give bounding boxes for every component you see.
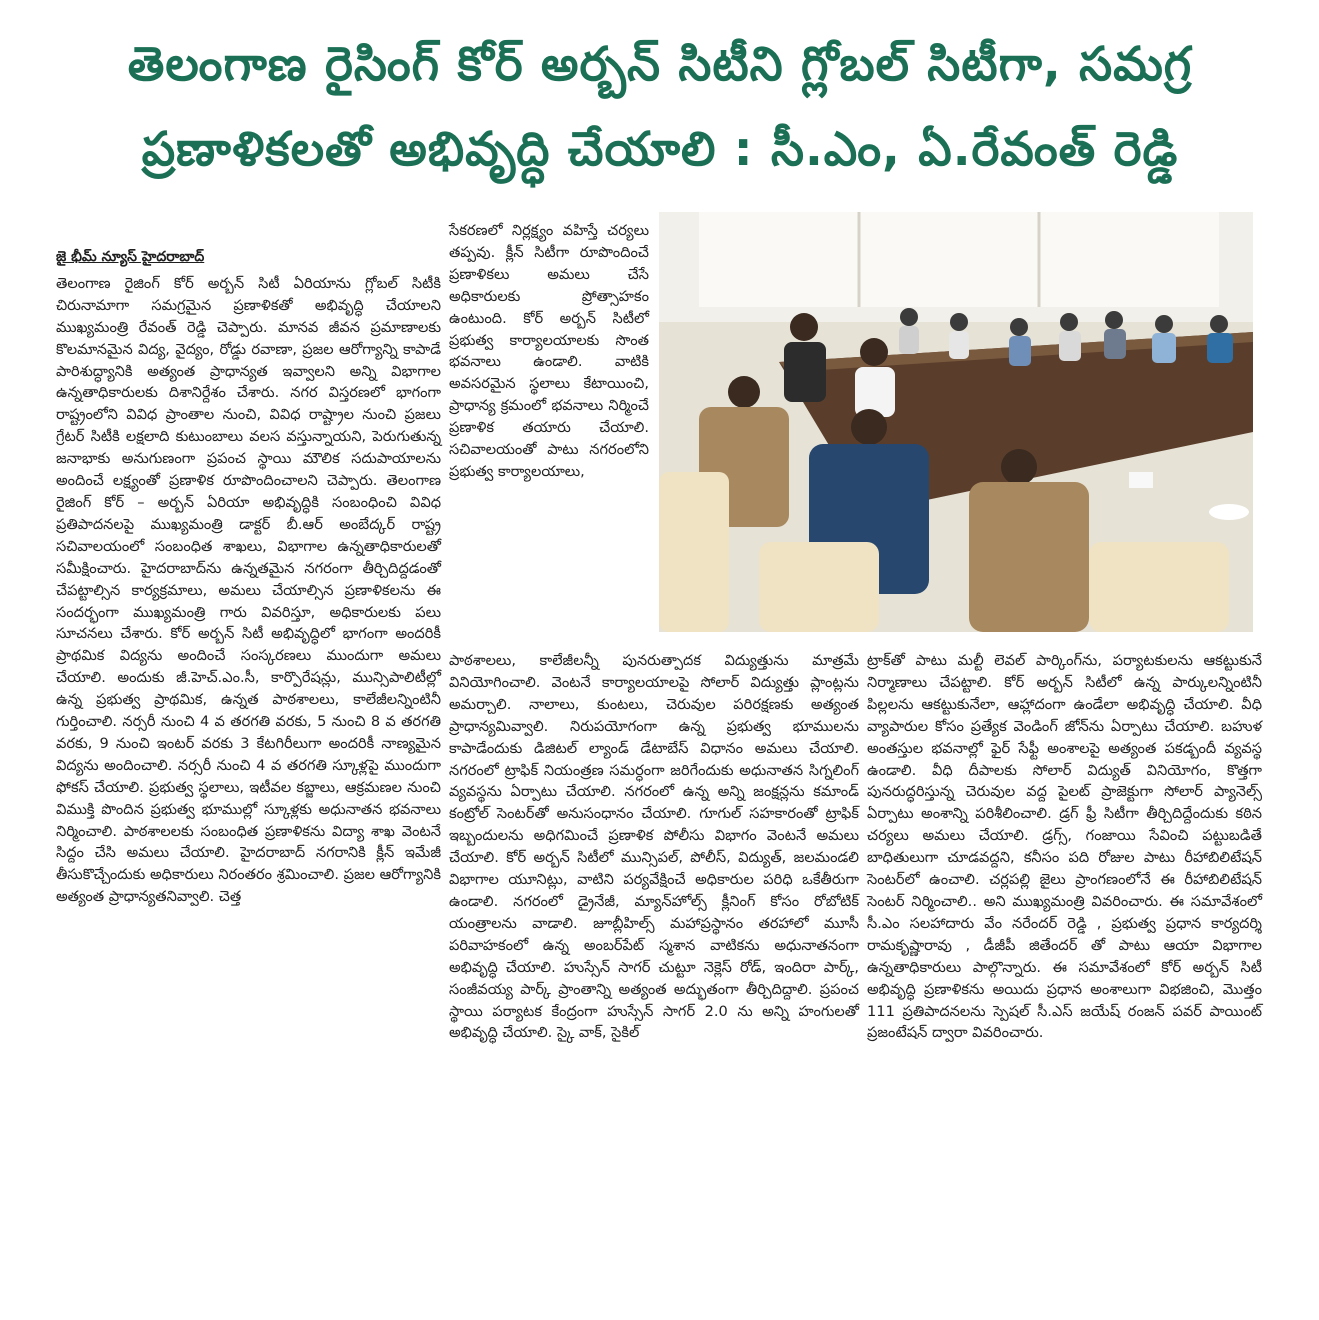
article-column-2-top	[449, 220, 649, 483]
headline	[20, 22, 1300, 192]
headline-line-1: తెలంగాణ రైసింగ్ కోర్ అర్బన్ సిటీని గ్లోబల్ సిటీగా, సమగ్ర	[127, 37, 1193, 92]
headline-line-2: ప్రణాళికలతో అభివృద్ధి చేయాలి : సీ.ఎం, ఏ.రేవంత్ రెడ్డి	[141, 122, 1179, 177]
column-2-bottom-text: పాఠశాలలు, కాలేజీలన్నీ పునరుత్పాదక విద్యుత్తును మాత్రమే వినియోగించాలి. వెంటనే కార్యాలయాలపై సోలార్ విద్యుత్తు ప్లాంట్లను అమర్చాలి. నాలాలు, కుంటలు, చెరువుల పరిరక్షణకు అత్యంత ప్రాధాన్యమివ్వాలి. నిరుపయోగంగా ఉన్న ప్రభుత్వ భూములను కాపాడేందుకు డిజిటల్ ల్యాండ్ డేటాబేస్ విధానం అమలు చేయాలి. నగరంలో ట్రాఫిక్ నియంత్రణ సమర్ధంగా జరిగేందుకు అధునాతన సిగ్నలింగ్ వ్యవస్థను ఏర్పాటు చేయాలి. నగరంలో ఉన్న అన్ని జంక్షన్లను కమాండ్ కంట్రోల్ సెంటర్‌తో అనుసంధానం చేయాలి. గూగుల్ సహకారంతో ట్రాఫిక్ ఇబ్బందులను అధిగమించే ప్రణాళిక పోలీసు విభాగం వెంటనే అమలు చేయాలి. కోర్ అర్బన్ సిటీలో మున్సిపల్, పోలీస్, విద్యుత్, జలమండలి విభాగాల యూనిట్లు, వాటిని పర్యవేక్షించే అధికారుల పరిధి ఒకేతీరుగా ఉండాలి. నగరంలో డ్రైనేజీ, మ్యాన్‌హోల్స్ క్లీనింగ్ కోసం రోబోటిక్ యంత్రాలను వాడాలి. జూబ్లీహిల్స్ మహాప్రస్థానం తరహాలో మూసీ పరివాహకంలో ఉన్న అంబర్‌పేట్ స్మశాన వాటికను అధునాతనంగా అభివృద్ధి చేయాలి. హుస్సేన్ సాగర్ చుట్టూ నెక్లెస్ రోడ్, ఇందిరా పార్క్, సంజీవయ్య పార్క్ ప్రాంతాన్ని అత్యంత అద్భుతంగా తీర్చిదిద్దాలి. ప్రపంచ స్థాయి పర్యాటక కేంద్రంగా హుస్సేన్ సాగర్ 2.0 ను అన్ని హంగులతో అభివృద్ధి చేయాలి. స్కై వాక్, సైకిల్	[449, 652, 859, 1042]
column-1-text: తెలంగాణ రైజింగ్ కోర్ అర్బన్ సిటీ ఏరియాను గ్లోబల్ సిటీకి చిరునామాగా సమగ్రమైన ప్రణాళికతో అభివృద్ధి చేయాలని ముఖ్యమంత్రి రేవంత్ రెడ్డి చెప్పారు. మానవ జీవన ప్రమాణాలకు కొలమానమైన విద్య, వైద్యం, రోడ్డు రవాణా, ప్రజల ఆరోగ్యాన్ని కాపాడే పారిశుద్ధ్యానికి అత్యంత ప్రాధాన్యత ఇవ్వాలని అన్ని విభాగాల ఉన్నతాధికారులకు దిశానిర్దేశం చేశారు. నగర విస్తరణలో భాగంగా రాష్ట్రంలోని వివిధ ప్రాంతాల నుంచి, వివిధ రాష్ట్రాల నుంచి ప్రజలు గ్రేటర్ సిటీకి లక్షలాది కుటుంబాలు వలస వస్తున్నాయని, పెరుగుతున్న జనాభాకు అనుగుణంగా ప్రపంచ స్థాయి మౌలిక సదుపాయాలను అందించే లక్ష్యంతో ప్రణాళిక రూపొందించాలని చెప్పారు. తెలంగాణ రైజింగ్ కోర్ – అర్బన్ ఏరియా అభివృద్ధికి సంబంధించి వివిధ ప్రతిపాదనలపై ముఖ్యమంత్రి డాక్టర్ బీ.ఆర్ అంబేద్కర్ రాష్ట్ర సచివాలయంలో సంబంధిత శాఖలు, విభాగాల ఉన్నతాధికారులతో సమీక్షించారు. హైదరాబాద్‌ను ఉన్నతమైన నగరంగా తీర్చిదిద్దడంతో చేపట్టాల్సిన కార్యక్రమాలు, అమలు చేయాల్సిన ప్రణాళికలను ఈ సందర్భంగా ముఖ్యమంత్రి గారు వివరిస్తూ, అధికారులకు పలు సూచనలు చేశారు. కోర్ అర్బన్ సిటీ అభివృద్ధిలో భాగంగా అందరికీ ప్రాథమిక విద్యను అందించే సంస్కరణలు ముందుగా అమలు చేయాలి. అందుకు జీ.హెచ్.ఎం.సీ, కార్పొరేషన్లు, మున్సిపాలిటీల్లో ఉన్న ప్రభుత్వ ప్రాథమిక, ఉన్నత పాఠశాలలు, కాలేజీలన్నింటినీ గుర్తించాలి. నర్సరీ నుంచి 4 వ తరగతి వరకు, 5 నుంచి 8 వ తరగతి వరకు, 9 నుంచి ఇంటర్ వరకు 3 కేటగిరీలుగా అందరికీ నాణ్యమైన విద్యను అందించాలి. నర్సరీ నుంచి 4 వ తరగతి స్కూళ్లపై ముందుగా ఫోకస్ చేయాలి. ప్రభుత్వ స్థలాలు, ఇటీవల కబ్జాలు, ఆక్రమణల నుంచి విముక్తి పొందిన ప్రభుత్వ భూముల్లో స్కూళ్లకు అధునాతన భవనాలు నిర్మించాలి. పాఠశాలలకు సంబంధిత ప్రణాళికను విద్యా శాఖ వెంటనే సిద్దం చేసి అమలు చేయాలి. హైదరాబాద్ నగరానికి క్లీన్ ఇమేజీ తీసుకొచ్చేందుకు అధికారులు నిరంతరం శ్రమించాలి. ప్రజల ఆరోగ్యానికి అత్యంత ప్రాధాన్యతనివ్వాలి. చెత్త	[56, 274, 442, 906]
article-column-3	[867, 650, 1262, 1044]
column-2-top-text: సేకరణలో నిర్లక్ష్యం వహిస్తే చర్యలు తప్పవు. క్లీన్ సిటీగా రూపొందించే ప్రణాళికలు అమలు చేసే అధికారులకు ప్రోత్సాహకం ఉంటుంది. కోర్ అర్బన్ సిటీలో ప్రభుత్వ కార్యాలయాలకు సొంత భవనాలు ఉండాలి. వాటికి అవసరమైన స్థలాలు కేటాయించి, ప్రాధాన్య క్రమంలో భవనాలు నిర్మించే ప్రణాళిక తయారు చేయాలి. సచివాలయంతో పాటు నగరంలోని ప్రభుత్వ కార్యాలయాలు,	[449, 222, 649, 480]
article-column-1	[56, 246, 441, 908]
article-column-2-bottom	[449, 650, 859, 1044]
meeting-photo	[659, 212, 1253, 632]
byline: జై భీమ్ న్యూస్ హైదరాబాద్	[56, 249, 205, 265]
column-3-text: ట్రాక్‌తో పాటు మల్టీ లెవల్ పార్కింగ్‌ను, పర్యాటకులను ఆకట్టుకునే నిర్మాణాలు చేపట్టాలి. కోర్ అర్బన్ సిటీలో ఉన్న పార్కులన్నింటినీ పిల్లలను ఆకట్టుకునేలా, ఆహ్లాదంగా ఉండేలా అభివృద్ధి చేయాలి. వీధి వ్యాపారుల కోసం ప్రత్యేక వెండింగ్ జోన్‌ను ఏర్పాటు చేయాలి. బహుళ అంతస్తుల భవనాల్లో ఫైర్ సేఫ్టీ అంశాలపై అత్యంత పకడ్బందీ వ్యవస్థ ఉండాలి. వీధి దీపాలకు సోలార్ విద్యుత్ వినియోగం, కొత్తగా పునరుద్ధరిస్తున్న చెరువుల వద్ద పైలట్ ప్రాజెక్టుగా సోలార్ ప్యానెల్స్ ఏర్పాటు అంశాన్ని పరిశీలించాలి. డ్రగ్ ఫ్రీ సిటీగా తీర్చిదిద్దేందుకు కఠిన చర్యలు అమలు చేయాలి. డ్రగ్స్, గంజాయి సేవించి పట్టుబడితే బాధితులుగా చూడవద్దని, కనీసం పది రోజుల పాటు రీహాబిలిటేషన్ సెంటర్‌లో ఉంచాలి. చర్లపల్లి జైలు ప్రాంగణంలోనే ఈ రీహాబిలిటేషన్ సెంటర్ నిర్మించాలి.. అని ముఖ్యమంత్రి వివరించారు. ఈ సమావేశంలో సీ.ఎం సలహాదారు వేం నరేందర్ రెడ్డి , ప్రభుత్వ ప్రధాన కార్యదర్శి రామకృష్ణారావు , డీజీపీ జితేందర్ తో పాటు ఆయా విభాగాల ఉన్నతాధికారులు పాల్గొన్నారు. ఈ సమావేశంలో కోర్ అర్బన్ సిటీ అభివృద్ధి ప్రణాళికను అయిదు ప్రధాన అంశాలుగా విభజించి, మొత్తం 111 ప్రతిపాదనలను స్పెషల్ సీ.ఎస్ జయేష్ రంజన్ పవర్ పాయింట్ ప్రజంటేషన్ ద్వారా వివరించారు.	[867, 652, 1262, 1042]
